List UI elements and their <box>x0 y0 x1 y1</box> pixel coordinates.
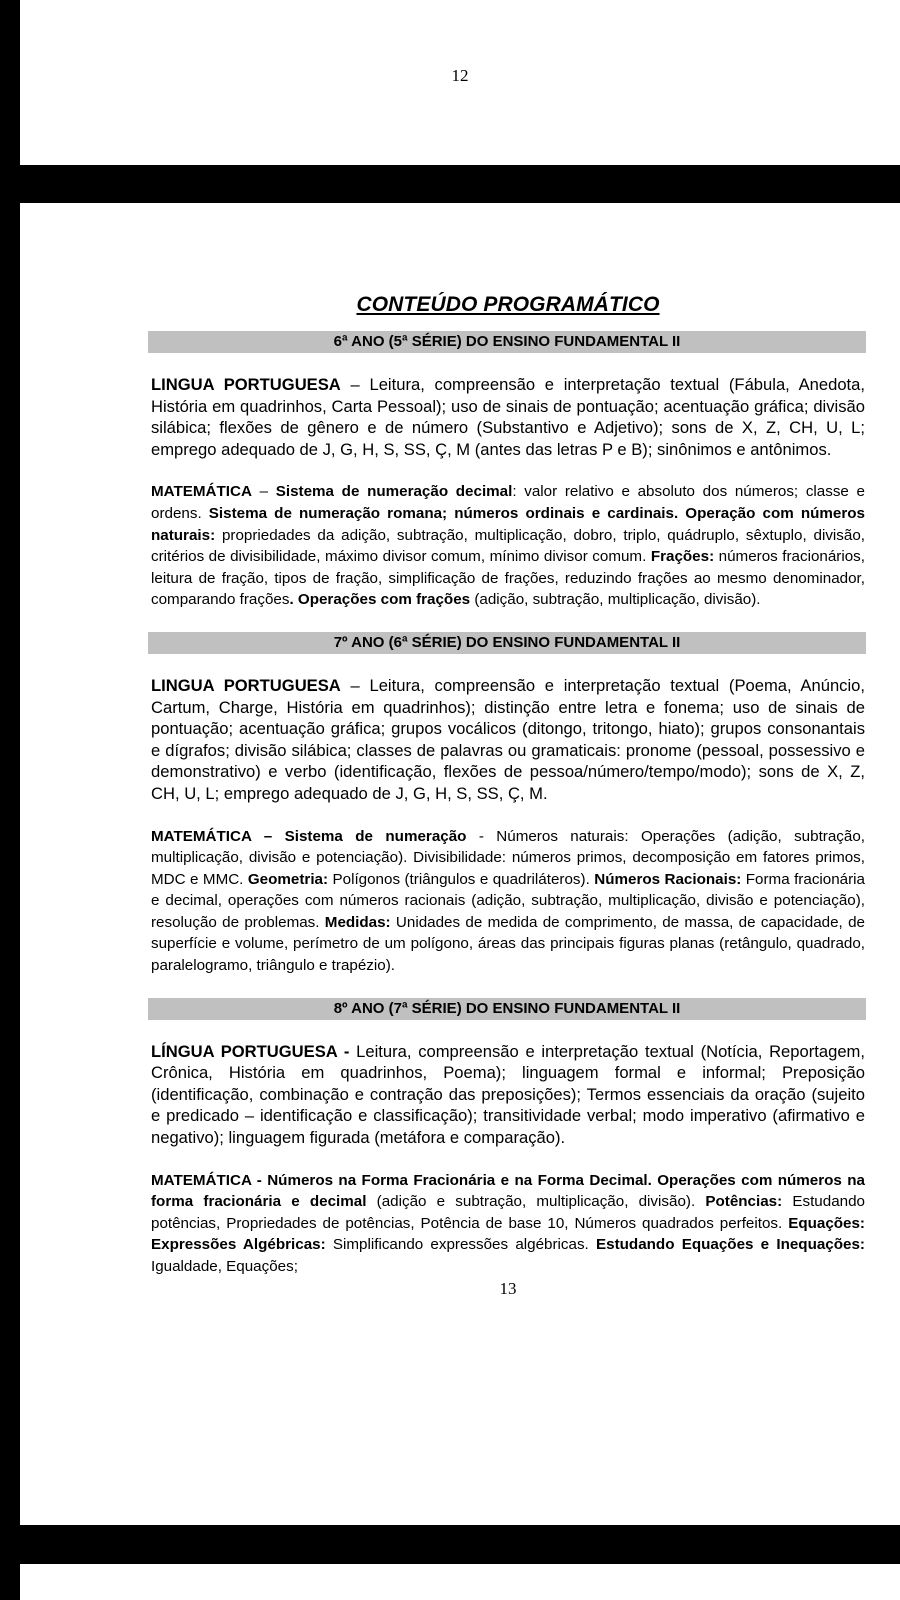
page-number: 13 <box>499 1278 517 1298</box>
portugues-8-ano: LÍNGUA PORTUGUESA - Leitura, compreensão e interpretação textual (Notícia, Reportagem, Crônica, História em quadrinhos, Poema); linguagem formal e informal; Preposição (identificação, combinação e contração das preposições); Termos essenciais da oração (sujeito e predicado – identificação e classificação); transitividade verbal; modo imperativo (afirmativo e negativo); linguagem figurada (metáfora e comparação). <box>151 1041 865 1148</box>
matematica-6-ano: MATEMÁTICA – Sistema de numeração decimal: valor relativo e absoluto dos números; classe e ordens. Sistema de numeração romana; números ordinais e cardinais. Operação com números naturais: propriedades da adição, subtração, multiplicação, dobro, triplo, quádruplo, sêxtuplo, divisão, critérios de divisibilidade, máximo divisor comum, mínimo divisor comum. Frações: números fracionários, leitura de fração, tipos de fração, simplificação de frações, reduzindo frações ao mesmo denominador, comparando frações. Operações com frações (adição, subtração, multiplicação, divisão). <box>151 483 865 609</box>
grade-heading-6-ano: 6ª ANO (5ª SÉRIE) DO ENSINO FUNDAMENTAL II <box>148 331 866 353</box>
page-13 <box>20 203 900 1525</box>
page-number: 12 <box>451 66 469 85</box>
page-12-bottom <box>20 0 900 165</box>
matematica-7-ano: MATEMÁTICA – Sistema de numeração - Números naturais: Operações (adição, subtração, multiplicação, divisão e potenciação). Divisibilidade: números primos, decomposição em fatores primos, MDC e MMC. Geometria: Polígonos (triângulos e quadriláteros). Números Racionais: Forma fracionária e decimal, operações com números racionais (adição, subtração, multiplicação, divisão e potenciação), resolução de problemas. Medidas: Unidades de medida de comprimento, de massa, de capacidade, de superfície e volume, perímetro de um polígono, áreas das principais figuras planas (retângulo, quadrado, paralelogramo, triângulo e trapézio). <box>151 827 865 975</box>
document-content <box>151 203 865 1299</box>
matematica-8-ano: MATEMÁTICA - Números na Forma Fracionária e na Forma Decimal. Operações com números na forma fracionária e decimal (adição e subtração, multiplicação, divisão). Potências: Estudando potências, Propriedades de potências, Potência de base 10, Números quadrados perfeitos. Equações: Expressões Algébricas: Simplificando expressões algébricas. Estudando Equações e Inequações: Igualdade, Equações; <box>151 1171 865 1275</box>
grade-heading-8-ano: 8º ANO (7ª SÉRIE) DO ENSINO FUNDAMENTAL II <box>148 998 866 1020</box>
page-14-top <box>20 1564 900 1600</box>
document-title: CONTEÚDO PROGRAMÁTICO <box>356 293 660 316</box>
portugues-6-ano: LINGUA PORTUGUESA – Leitura, compreensão e interpretação textual (Fábula, Anedota, História em quadrinhos, Carta Pessoal); uso de sinais de pontuação; acentuação gráfica; divisão silábica; flexões de gênero e de número (Substantivo e Adjetivo); sons de X, Z, CH, U, L; emprego adequado de J, G, H, S, SS, Ç, M (antes das letras P e B); sinônimos e antônimos. <box>151 375 866 459</box>
portugues-7-ano: LINGUA PORTUGUESA – Leitura, compreensão e interpretação textual (Poema, Anúncio, Cartum, Charge, História em quadrinhos); distinção entre letra e fonema; uso de sinais de pontuação; acentuação gráfica; grupos vocálicos (ditongo, tritongo, hiato); grupos consonantais e dígrafos; divisão silábica; classes de palavras ou gramaticais: pronome (pessoal, possessivo e demonstrativo) e verbo (identificação, flexões de pessoa/número/tempo/modo); sons de X, Z, CH, U, L; emprego adequado de J, G, H, S, SS, Ç, M. <box>151 675 866 803</box>
grade-heading-7-ano: 7º ANO (6ª SÉRIE) DO ENSINO FUNDAMENTAL II <box>148 632 866 654</box>
